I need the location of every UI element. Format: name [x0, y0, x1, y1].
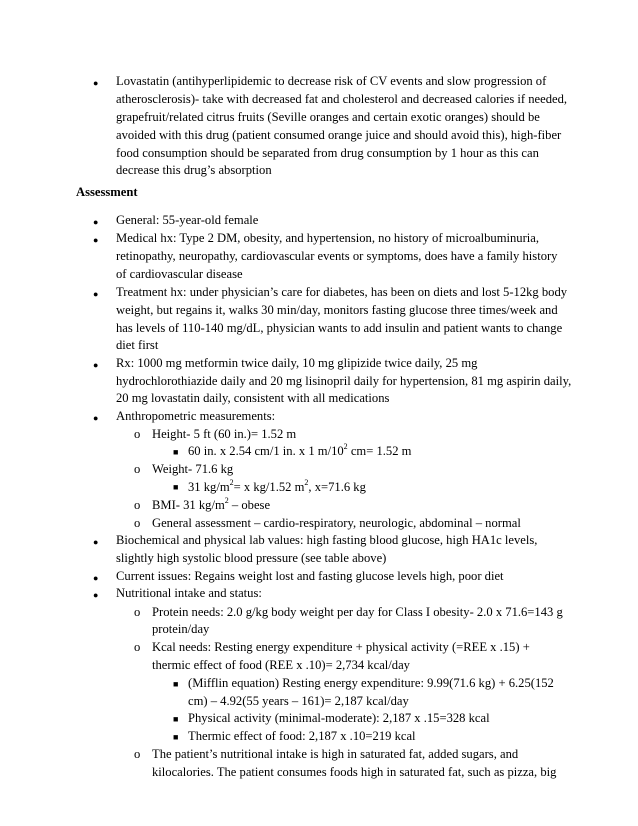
text-line: protein/day [152, 622, 210, 636]
bullet-icon: ■ [173, 482, 179, 492]
bullet-icon: ● [93, 590, 99, 600]
text-line: avoided with this drug (patient consumed orange juice and should avoid this), high-fiber [116, 128, 562, 142]
text-line: The patient’s nutritional intake is high in saturated fat, added sugars, and [152, 747, 519, 761]
bullet-icon: o [134, 498, 141, 512]
text-line: has levels of 110-140 mg/dL, physician wants to add insulin and patient wants to change [116, 321, 563, 335]
text-line: Medical hx: Type 2 DM, obesity, and hypertension, no history of microalbuminuria, [116, 231, 540, 245]
bullet-icon: ● [93, 78, 99, 88]
text-line: General: 55-year-old female [116, 213, 259, 227]
text-line: 31 $kg/m^2= x$ kg/1.52 $m^2$, x=71.6 kg [188, 477, 366, 494]
bullet-icon: ■ [173, 732, 179, 742]
text-line: hydrochlorothiazide daily and 20 mg lisinopril daily for hypertension, 81 mg aspirin daily, [116, 374, 572, 388]
text-line: food consumption should be separated from drug consumption by 1 hour as this can [116, 146, 539, 160]
text-line: Nutritional intake and status: [116, 586, 262, 600]
text-line: retinopathy, neuropathy, cardiovascular events or symptoms, does have a family history [116, 249, 558, 263]
text-line: Kcal needs: Resting energy expenditure + physical activity (=REE x .15) + [152, 640, 530, 654]
text-line: (Mifflin equation) Resting energy expenditure: 9.99(71.6 kg) + 6.25(152 [188, 676, 554, 690]
bullet-icon: ● [93, 573, 99, 583]
bullet-icon: ● [93, 537, 99, 547]
text-line: Weight- 71.6 kg [152, 462, 234, 476]
bullet-icon: o [134, 427, 141, 441]
text-line: General assessment – cardio-respiratory, neurologic, abdominal – normal [152, 516, 521, 530]
text-line: Current issues: Regains weight lost and fasting glucose levels high, poor diet [116, 569, 504, 583]
text-line: cm) – 4.92(55 years – 161)= 2,187 kcal/day [188, 694, 409, 708]
text-line: atherosclerosis)- take with decreased fat and cholesterol and decreased calories if needed, [116, 92, 568, 106]
text-line: of cardiovascular disease [116, 267, 243, 281]
text-line: slightly high systolic blood pressure (see table above) [116, 551, 387, 565]
bullet-icon: ● [93, 235, 99, 245]
text-line: thermic effect of food (REE x .10)= 2,734 kcal/day [152, 658, 410, 672]
text-line: Rx: 1000 mg metformin twice daily, 10 mg glipizide twice daily, 25 mg [116, 356, 478, 370]
bullet-icon: ● [93, 217, 99, 227]
bullet-icon: o [134, 605, 141, 619]
text-line: Biochemical and physical lab values: high fasting blood glucose, high HA1c levels, [116, 533, 538, 547]
text-line: diet first [116, 338, 159, 352]
bullet-icon: ● [93, 360, 99, 370]
text-line: kilocalories. The patient consumes foods high in saturated fat, such as pizza, big [152, 765, 557, 779]
text-line: BMI- 31 $kg/m^2$ – obese [152, 495, 271, 512]
text-line: Height- 5 ft (60 in.)= 1.52 m [152, 427, 297, 441]
bullet-icon: ■ [173, 714, 179, 724]
bullet-icon: ● [93, 289, 99, 299]
text-line: decrease this drug’s absorption [116, 163, 272, 177]
text-line: Protein needs: 2.0 g/kg body weight per day for Class I obesity- 2.0 x 71.6=143 g [152, 605, 563, 619]
text-line: grapefruit/related citrus fruits (Seville oranges and certain exotic oranges) should be [116, 110, 540, 124]
bullet-icon: o [134, 516, 141, 530]
text-line: Treatment hx: under physician’s care for diabetes, has been on diets and lost 5-12kg body [116, 285, 568, 299]
text-line: Thermic effect of food: 2,187 x .10=219 kcal [188, 729, 416, 743]
bullet-icon: o [134, 640, 141, 654]
section-heading: Assessment [76, 185, 138, 199]
bullet-icon: o [134, 747, 141, 761]
bullet-icon: o [134, 462, 141, 476]
text-line: Lovastatin (antihyperlipidemic to decrease risk of CV events and slow progression of [116, 74, 547, 88]
bullet-icon: ● [93, 413, 99, 423]
text-line: 60 in. x 2.54 cm/1 in. x 1 $m/10^2$ cm= 1.52 m [188, 441, 412, 458]
text-line: weight, but regains it, walks 30 min/day, monitors fasting glucose three times/week and [116, 303, 558, 317]
bullet-icon: ■ [173, 447, 179, 457]
text-line: Physical activity (minimal-moderate): 2,187 x .15=328 kcal [188, 711, 490, 725]
text-line: Anthropometric measurements: [116, 409, 276, 423]
bullet-icon: ■ [173, 679, 179, 689]
text-line: 20 mg lovastatin daily, consistent with all medications [116, 391, 390, 405]
